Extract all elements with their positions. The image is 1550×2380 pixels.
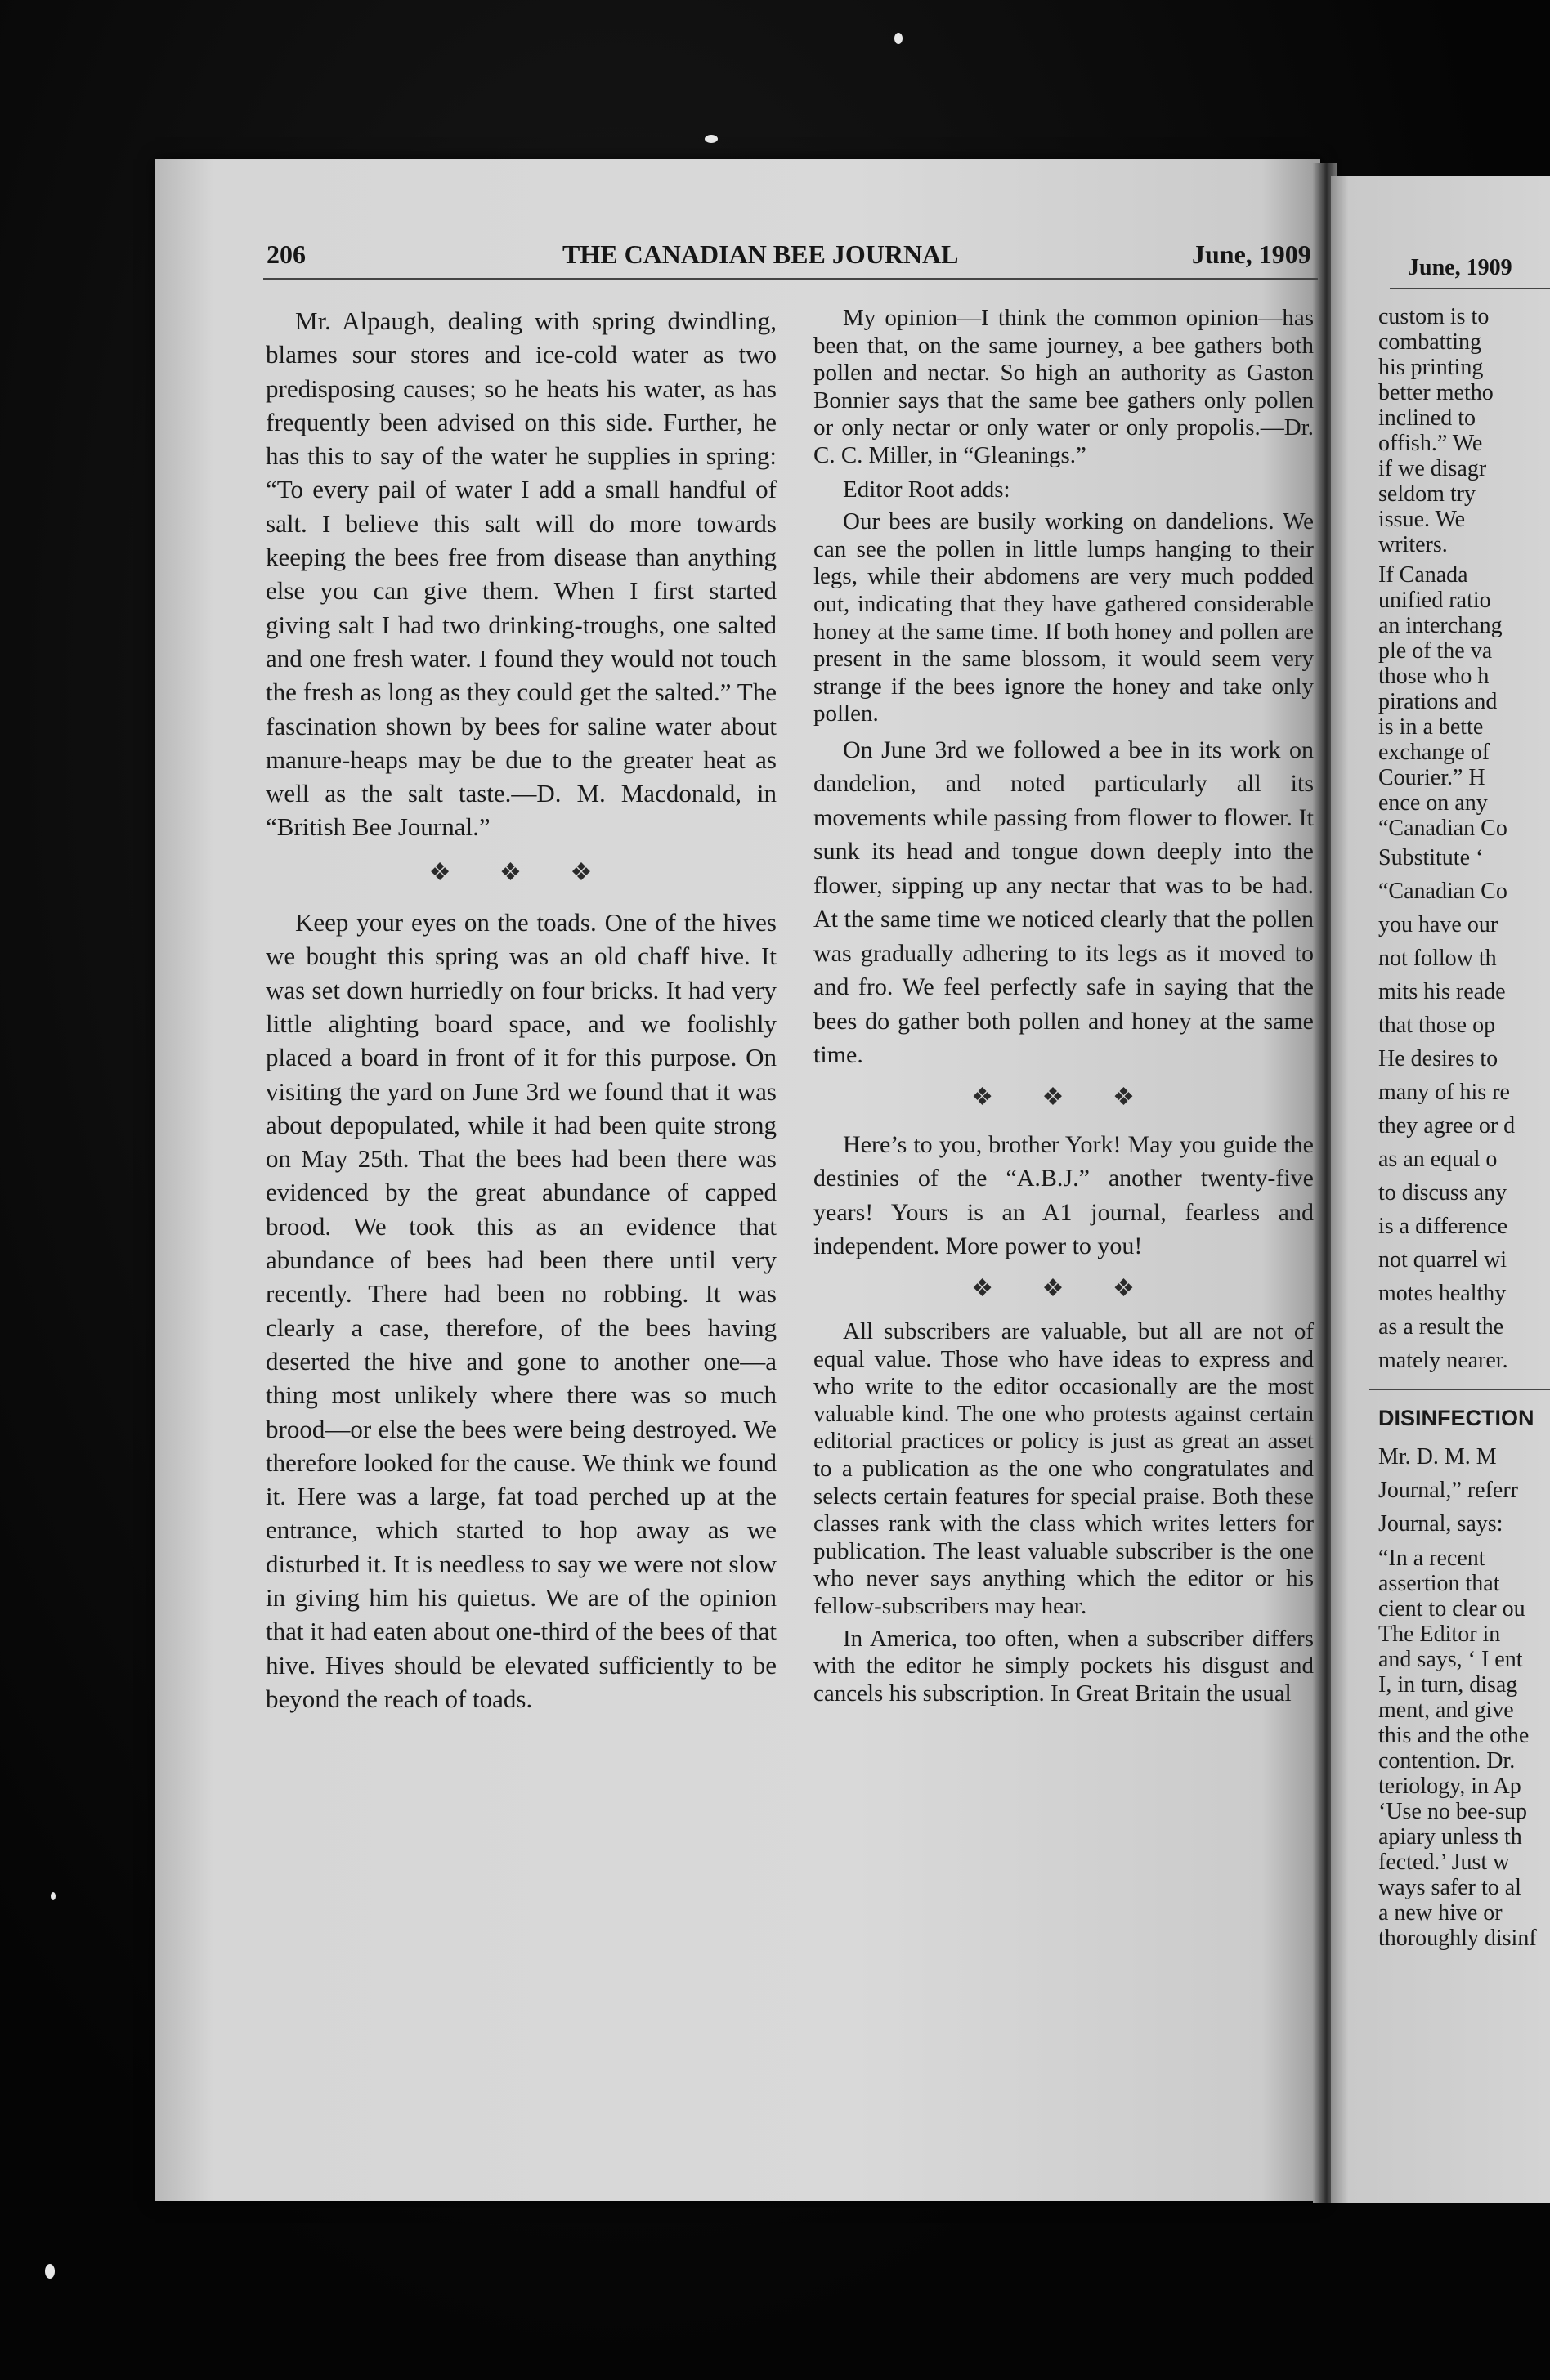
text-line: you have our <box>1378 912 1498 937</box>
text-line: pirations and <box>1378 689 1498 714</box>
paragraph: In America, too often, when a subscriber differs with the editor he simply pockets his disgust and cancels his subscription. In Great Britain the usual <box>813 1625 1314 1707</box>
text-line: “Canadian Co <box>1378 879 1507 904</box>
paragraph: Here’s to you, brother York! May you guide the destinies of the “A.B.J.” another twenty-five years! Yours is an A1 journal, fearless and independent. More power to you! <box>813 1130 1314 1259</box>
text-line: that those op <box>1378 1013 1496 1038</box>
paragraph: Mr. Alpaugh, dealing with spring dwindling, blames sour stores and ice-cold water as two predisposing causes; so he heats his water, as has frequently been advised on this side. Further, he has this to say of the water he supplies in spring: “To every pail of water I add a small handful of salt. I believe this salt will do more towards keeping the bees free from disease than anything else you can give them. When I first started giving salt I had two drinking-troughs, one salted and one fresh water. I found they would not touch the fresh as long as they could get the salted.” The fascination shown by bees for saline water about manure-heaps may be due to the greater heat as well as the salt taste.—D. M. Macdonald, in “British Bee Journal.” <box>266 306 777 842</box>
text-line: I, in turn, disag <box>1378 1672 1518 1698</box>
text-line: his printing <box>1378 355 1484 380</box>
paragraph: Editor Root adds: <box>843 476 1010 503</box>
text-line: mits his reade <box>1378 979 1506 1004</box>
paragraph: Our bees are busily working on dandelions. We can see the pollen in little lumps hanging to their legs, while their abdomens are very much podded out, indicating that they have gathered considerable honey at the same time. If both honey and pollen are present in the same blossom, it would seem very strange if the bees ignore the honey and take only pollen. <box>813 508 1314 727</box>
text-line: Courier.” H <box>1378 765 1485 790</box>
text-line: ways safer to al <box>1378 1875 1521 1900</box>
text-line: a new hive or <box>1378 1900 1503 1926</box>
dust-speck <box>894 33 903 44</box>
text-line: thoroughly disinf <box>1378 1926 1537 1951</box>
paragraph: My opinion—I think the common opinion—has been that, on the same journey, a bee gathers both pollen and nectar. So high an authority as Gaston Bonnier says that the same bee gathers only pollen or only nectar or only water or only propolis.—Dr. C. C. Miller, in “Gleanings.” <box>813 305 1314 468</box>
section-heading: DISINFECTION <box>1378 1406 1534 1430</box>
text-line: ple of the va <box>1378 638 1493 664</box>
paragraph: Keep your eyes on the toads. One of the hives we bought this spring was an old chaff hive. It was set down hurriedly on four bricks. It had very little alighting board space, and we foolishly placed a board in front of it for this purpose. On visiting the yard on June 3rd we found that it was about depopulated, while it had been quite strong on May 25th. That the bees had been there was evidenced by the great abundance of capped brood. We took this as an evidence that abundance of bees had been there until very recently. There had been no robbing. It was clearly a case, therefore, of the bees having deserted the hive and gone to another one—a thing most unlikely where there was so much brood—or else the bees were being destroyed. We therefore looked for the cause. We think we found it. Here was a large, fat toad perched up at the entrance, which started to hop away as we disturbed it. It is needless to say we were not slow in giving him his quietus. We are of the opinion that it had eaten about one-third of the bees of that hive. Hives should be elevated sufficiently to be beyond the reach of toads. <box>266 908 777 1713</box>
column-1 <box>266 304 777 1716</box>
text-block-b <box>1378 562 1550 1377</box>
text-line: mately nearer. <box>1378 1348 1508 1373</box>
text-line: Mr. D. M. M <box>1378 1444 1497 1470</box>
text-line: as a result the <box>1378 1314 1504 1340</box>
column-2 <box>813 305 1314 1707</box>
text-line: they agree or d <box>1378 1113 1516 1139</box>
paragraph: All subscribers are valuable, but all are not of equal value. Those who have ideas to express and who write to the editor occasionally are the most valuable kind. The one who protests against certain editorial practices or policy is just as great an asset to a publication as the one who congratulates and selects certain features for special praise. Both these classes rank with the class which writes letters for publication. The least valuable subscriber is the one who never says anything which the editor or his fellow-subscribers may hear. <box>813 1318 1314 1620</box>
dust-speck <box>51 1892 56 1900</box>
text-line: if we disagr <box>1378 456 1487 481</box>
text-line: contention. Dr. <box>1378 1748 1516 1774</box>
text-line: assertion that <box>1378 1571 1500 1596</box>
text-block-c <box>1378 1440 1550 1541</box>
section-rule <box>1369 1389 1550 1390</box>
text-block-d <box>1378 1546 1550 1951</box>
text-line: ence on any <box>1378 790 1488 816</box>
text-line: not follow th <box>1378 946 1497 971</box>
text-line: Journal, says: <box>1378 1511 1503 1537</box>
text-line: motes healthy <box>1378 1281 1507 1306</box>
text-line: If Canada <box>1378 562 1468 588</box>
issue-date: June, 1909 <box>1192 239 1311 269</box>
text-line: unified ratio <box>1378 588 1491 613</box>
text-line: Substitute ‘ <box>1378 845 1484 870</box>
text-line: The Editor in <box>1378 1622 1501 1647</box>
paragraph: On June 3rd we followed a bee in its work on dandelion, and noted particularly all its movements while passing from flower to flower. It sunk its head and tongue down deeply into the flower, sipping up any nectar that was to be had. At the same time we noticed clearly that the pollen was gradually adhering to its legs as it moved to and fro. We feel perfectly safe in saying that the bees do gather both pollen and honey at the same time. <box>813 736 1314 1069</box>
text-line: as an equal o <box>1378 1147 1498 1172</box>
ornament-divider: ❖ ❖ ❖ <box>971 1274 1156 1302</box>
text-line: custom is to <box>1378 304 1490 329</box>
text-line: exchange of <box>1378 740 1490 765</box>
text-line: Journal,” referr <box>1378 1478 1519 1503</box>
text-line: inclined to <box>1378 405 1476 431</box>
text-line: combatting <box>1378 329 1481 355</box>
text-line: apiary unless th <box>1378 1824 1522 1850</box>
text-block-a <box>1378 304 1550 557</box>
text-line: not quarrel wi <box>1378 1247 1507 1273</box>
dust-speck <box>45 2264 55 2279</box>
text-line: an interchang <box>1378 613 1503 638</box>
text-line: this and the othe <box>1378 1723 1530 1748</box>
column-3 <box>1378 304 1550 1951</box>
text-line: He desires to <box>1378 1046 1498 1071</box>
text-line: those who h <box>1378 664 1490 689</box>
text-line: and says, ‘ I ent <box>1378 1647 1523 1672</box>
text-line: issue. We <box>1378 507 1466 532</box>
text-line: “In a recent <box>1378 1546 1485 1571</box>
text-line: to discuss any <box>1378 1180 1507 1206</box>
page-number: 206 <box>267 239 306 269</box>
text-line: “Canadian Co <box>1378 816 1507 841</box>
text-line: is in a bette <box>1378 714 1484 740</box>
text-line: teriology, in Ap <box>1378 1774 1521 1799</box>
text-line: offish.” We <box>1378 431 1483 456</box>
text-line: seldom try <box>1378 481 1476 507</box>
dust-speck <box>705 135 718 143</box>
text-line: cient to clear ou <box>1378 1596 1525 1622</box>
text-line: ment, and give <box>1378 1698 1514 1723</box>
ornament-divider: ❖ ❖ ❖ <box>971 1083 1156 1111</box>
text-line: better metho <box>1378 380 1494 405</box>
text-line: many of his re <box>1378 1080 1510 1105</box>
text-line: ‘Use no bee-sup <box>1378 1799 1527 1824</box>
ornament-divider: ❖ ❖ ❖ <box>428 858 614 886</box>
text-line: fected.’ Just w <box>1378 1850 1510 1875</box>
journal-title: THE CANADIAN BEE JOURNAL <box>562 239 959 269</box>
right-issue-date: June, 1909 <box>1408 255 1512 280</box>
text-line: is a difference <box>1378 1214 1508 1239</box>
text-line: writers. <box>1378 532 1448 557</box>
header-rule <box>263 278 1318 280</box>
right-header-rule <box>1390 288 1550 289</box>
